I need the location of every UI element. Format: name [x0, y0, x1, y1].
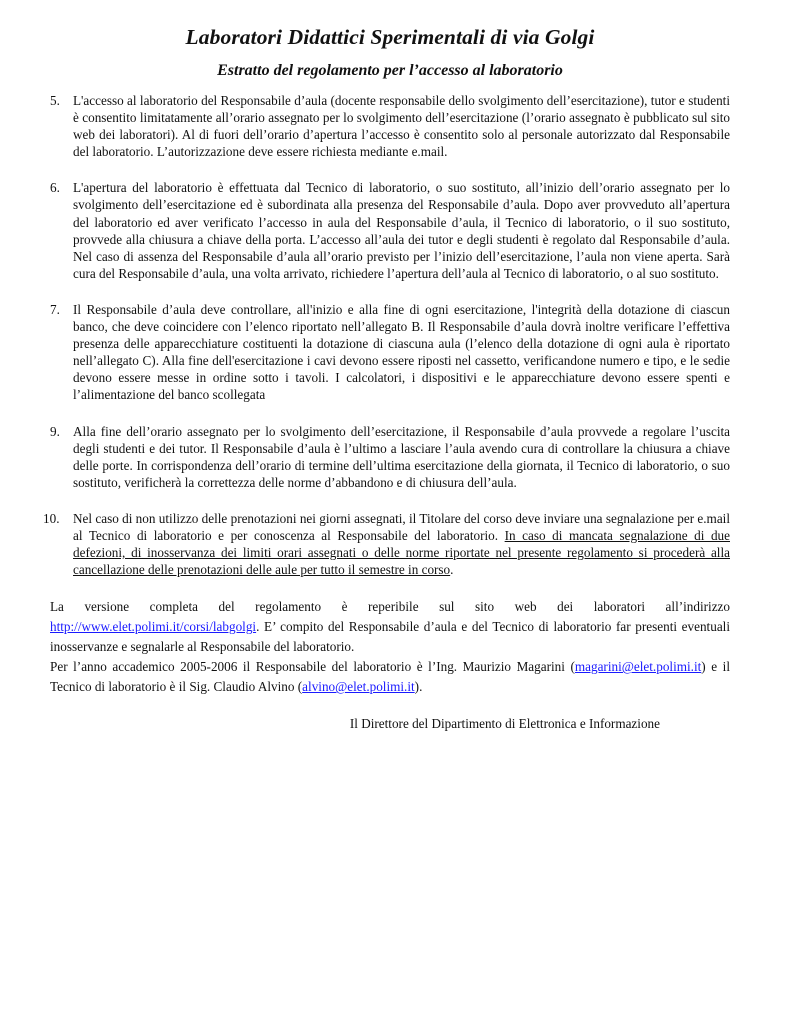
- closing-text: La versione completa del regolamento è reperibile sul sito web dei laboratori all’indirizzo: [50, 599, 730, 615]
- closing-text: ).: [414, 679, 423, 695]
- closing-text: Per l’anno accademico 2005-2006 il Responsabile del laboratorio è l’Ing. Maurizio Magarini (: [50, 659, 575, 675]
- rule-number: 7.: [50, 301, 60, 317]
- rule-number: 9.: [50, 423, 60, 439]
- magarini-email-link[interactable]: magarini@elet.polimi.it: [574, 659, 702, 675]
- rule-text: Alla fine dell’orario assegnato per lo svolgimento dell’esercitazione, il Responsabile d’aula provvede a regolare l’uscita degli studenti e dei tutor. Il Responsabile d’aula è l’ultimo a lasciare l’aula avendo cura di controllare la chiusura a chiave delle porte. In corrispondenza dell’orario di termine dell’ultima esercitazione della giornata, il Tecnico di laboratorio, o suo sostituto, verificherà la correttezza delle norme d’abbandono e di chiusura dell’aula.: [73, 423, 730, 490]
- rule-item-9: [50, 423, 730, 491]
- closing-text: . E’ compito del Responsabile d’aula e del Tecnico di laboratorio far presenti eventuali inosservanze e segnalarle al Responsabile del laboratorio.: [50, 619, 730, 655]
- rule-number: 10.: [43, 510, 60, 526]
- closing-text: ) e il Tecnico di laboratorio è il Sig. Claudio Alvino (: [50, 659, 730, 695]
- labgolgi-link[interactable]: http://www.elet.polimi.it/corsi/labgolgi: [50, 619, 257, 635]
- rule-underlined-text: In caso di mancata segnalazione di due defezioni, di inosservanza dei limiti orari assegnati o delle norme riportate nel presente regolamento si procederà alla cancellazione delle prenotazioni delle aule per tutto il semestre in corso: [73, 527, 730, 578]
- rule-item-5: [50, 92, 730, 160]
- closing-paragraph-regolamento: [50, 597, 730, 657]
- closing-section: [50, 597, 730, 697]
- document-title: Laboratori Didattici Sperimentali di via Golgi: [185, 25, 595, 49]
- rule-text: L'apertura del laboratorio è effettuata dal Tecnico di laboratorio, o suo sostituto, all’inizio dell’orario assegnato per lo svolgimento dell’esercitazione ed è subordinata alla presenza del Responsabile d’aula. Dopo aver provveduto all’apertura del laboratorio ed aver verificato l’accesso in aula del Responsabile d’aula, il Tecnico di laboratorio, o il suo sostituto, provvede alla chiusura a chiave della porta. L’accesso all’aula dei tutor e degli studenti è regolato dal Responsabile d’aula. Nel caso di assenza del Responsabile d’aula all’orario previsto per l’inizio dell’esercitazione, l’aula non viene aperta. Sarà cura del Responsabile d’aula, una volta arrivato, richiedere l’apertura dell’aula al Tecnico di laboratorio, o al suo sostituto.: [73, 180, 730, 281]
- rule-item-6: [50, 179, 730, 282]
- rule-number: 6.: [50, 180, 60, 196]
- alvino-email-link[interactable]: alvino@elet.polimi.it: [302, 679, 415, 695]
- rules-list: [43, 92, 730, 578]
- document-subtitle: Estratto del regolamento per l’accesso al laboratorio: [217, 62, 563, 79]
- rule-text: L'accesso al laboratorio del Responsabile d’aula (docente responsabile dello svolgimento dell’esercitazione), tutor e studenti è consentito limitatamente all’orario assegnato per lo svolgimento dell’esercitazione (l’orario assegnato è pubblicato sul sito web dei laboratori). Al di fuori dell’orario d’apertura l’accesso è consentito solo al personale autorizzato dal Responsabile del laboratorio. L’autorizzazione deve essere richiesta mediante e.mail.: [73, 93, 730, 160]
- rule-text: Il Responsabile d’aula deve controllare, all'inizio e alla fine di ogni esercitazione, l'integrità della dotazione di ciascun banco, che deve coincidere con l’elenco riportato nell’allegato B. Il Responsabile d’aula dovrà inoltre verificare l’effettiva presenza delle apparecchiature costituenti la dotazione di ciascuna aula (l’elenco della dotazione di ogni aula è riportato nell’allegato C). Alla fine dell'esercitazione i cavi devono essere riposti nel cassetto, verificandone numero e tipo, e le sedie devono essere messe in ordine sotto i tavoli. I calcolatori, i dispositivi e le apparecchiature devono essere spenti e l’alimentazione del banco scollegata: [73, 301, 730, 403]
- closing-paragraph-contacts: [50, 657, 730, 697]
- document-page: [43, 22, 730, 732]
- rule-item-10: [43, 510, 730, 578]
- rule-text: Nel caso di non utilizzo delle prenotazioni nei giorni assegnati, il Titolare del corso deve inviare una segnalazione per e.mail al Tecnico di laboratorio e per conoscenza al Responsabile del laboratorio.: [73, 510, 730, 543]
- rule-text-tail: .: [450, 562, 454, 578]
- rule-number: 5.: [50, 93, 60, 108]
- rule-item-7: [50, 301, 730, 404]
- signature: Il Direttore del Dipartimento di Elettronica e Informazione: [349, 716, 660, 732]
